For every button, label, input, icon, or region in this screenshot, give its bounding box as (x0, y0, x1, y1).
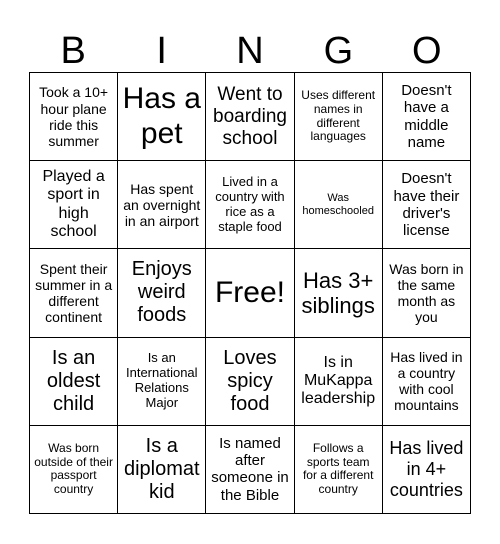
header-letter-i: I (156, 30, 167, 72)
bingo-cell[interactable]: Has lived in 4+ countries (383, 426, 471, 514)
bingo-cell[interactable]: Played a sport in high school (30, 161, 118, 249)
bingo-cell[interactable]: Follows a sports team for a different country (295, 426, 383, 514)
bingo-cell[interactable]: Is named after someone in the Bible (206, 426, 294, 514)
header-letter-o: O (412, 30, 442, 72)
bingo-cell[interactable]: Was homeschooled (295, 161, 383, 249)
bingo-cell[interactable]: Has lived in a country with cool mountains (383, 338, 471, 426)
bingo-cell[interactable]: Went to boarding school (206, 73, 294, 161)
bingo-cell[interactable]: Was born in the same month as you (383, 249, 471, 337)
bingo-header (29, 30, 471, 72)
bingo-cell[interactable]: Doesn't have their driver's license (383, 161, 471, 249)
bingo-cell[interactable]: Doesn't have a middle name (383, 73, 471, 161)
header-letter-n: N (236, 30, 264, 72)
bingo-cell[interactable]: Has spent an overnight in an airport (118, 161, 206, 249)
bingo-cell[interactable]: Spent their summer in a different continent (30, 249, 118, 337)
bingo-cell[interactable]: Is an International Relations Major (118, 338, 206, 426)
bingo-cell[interactable]: Took a 10+ hour plane ride this summer (30, 73, 118, 161)
bingo-cell[interactable]: Loves spicy food (206, 338, 294, 426)
bingo-cell[interactable]: Uses different names in different languages (295, 73, 383, 161)
bingo-cell[interactable]: Has a pet (118, 73, 206, 161)
bingo-cell[interactable]: Is a diplomat kid (118, 426, 206, 514)
bingo-cell[interactable]: Is in MuKappa leadership (295, 338, 383, 426)
bingo-cell[interactable]: Is an oldest child (30, 338, 118, 426)
header-letter-b: B (60, 30, 86, 72)
free-space[interactable]: Free! (206, 249, 294, 337)
bingo-cell[interactable]: Lived in a country with rice as a staple food (206, 161, 294, 249)
bingo-grid (29, 72, 471, 514)
bingo-cell[interactable]: Enjoys weird foods (118, 249, 206, 337)
bingo-cell[interactable]: Has 3+ siblings (295, 249, 383, 337)
bingo-cell[interactable]: Was born outside of their passport country (30, 426, 118, 514)
header-letter-g: G (323, 30, 354, 72)
